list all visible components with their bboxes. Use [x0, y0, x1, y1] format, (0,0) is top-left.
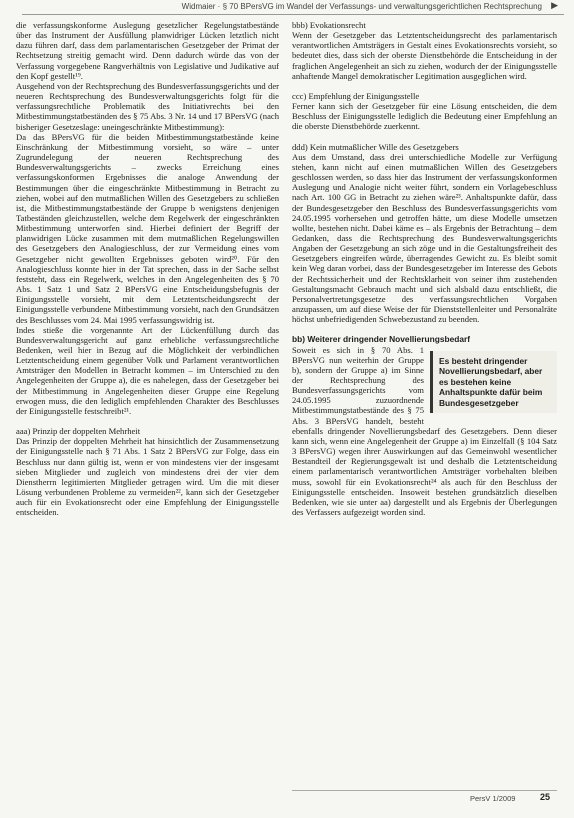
- pull-quote-box: Es besteht dringender Novellierungsbedarf, aber es bestehen keine Anhaltspunkte dafür beim Bundesgesetzgeber: [430, 351, 557, 414]
- right-paragraph-3: Aus dem Umstand, dass drei unterschiedliche Modelle zur Verfügung stehen, kann nicht auf einen mutmaßlichen Willen des Gesetzgebers geschlossen werden, so dass hier das Instrument der verfassungskonformen Auslegung und Analogie nicht weiter führt, sondern ein Vorlagebeschluss nach Art. 100 GG in Betracht zu ziehen wäre²³. Anhaltspunkte dafür, dass der Bundesgesetzgeber den Beschluss des Bundesverfassungsgerichts vom 24.05.1995 vorhersehen und getroffen hätte, um diese Modelle umsetzen wollte, bestehen nicht. Dabei käme es – als Ergebnis der Betrachtung – dem Gedanken, dass die Rechtsprechung des Bundesverwaltungsgerichts Angaben der Gesetzgebung an sich zöge und in die Gestaltungsfreiheit des Gesetzgebers eingreifen würde, überragendes Gewicht zu. Es bleibt somit kein Weg daran vorbei, dass der Bundesgesetzgeber im Interesse des Gebots der Rechtssicherheit und der Rechtsklarheit von seiner ihm zustehenden Gestaltungsmacht Gebrauch macht und sich alsbald dazu entschließt, die Personalvertretungsgesetze des verfassungsrechtlichen Vorgaben anzupassen, um auf diese Weise der für Dienststellenleiter und Personalräte höchst unbefriedigenden Schwebezustand zu beenden.: [292, 151, 557, 325]
- left-paragraph-5: Das Prinzip der doppelten Mehrheit hat hinsichtlich der Zusammensetzung der Einigungsstelle nach § 71 Abs. 1 Satz 2 BPersVG zur Folge, dass ein Beschluss nur dann gültig ist, wenn er von mindestens vier der insgesamt sieben Mitglieder und zugleich von mindestens drei der vier dem Dienstherrn legitimierten Mitglieder getragen wird. Um die mit dieser Lösung verbundenen Probleme zu vermeiden²², kann sich der Gesetzgeber auch für ein Evokationsrecht oder eine Empfehlung der Einigungsstelle entscheiden.: [16, 436, 279, 518]
- right-paragraph-2: Ferner kann sich der Gesetzgeber für eine Lösung entscheiden, die dem Beschluss der Einigungsstelle lediglich die Bedeutung einer Empfehlung an die oberste Dienstbehörde zuerkennt.: [292, 101, 557, 132]
- heading-novellierungsbedarf: bb) Weiterer dringender Novellierungsbedarf: [292, 334, 471, 345]
- left-paragraph-4: Indes stieße die vorgenannte Art der Lückenfüllung durch das Bundesverwaltungsgericht auf ganz erhebliche verfassungsrechtliche Bedenken, weil hier in Bezug auf die Möglichkeit der verbindlichen Letztentscheidung einem gegenüber Volk und Parlament verantwortlichen Amtsträger den Modellen in Betracht kommen – im Unterschied zu den Angelegenheiten der Gruppe a), die es nahelegen, dass der Gesetzgeber bei der Mitbestimmung in Angelegenheiten dieser Gruppe eine Regelung erwogen muss, die den lediglich empfehlenden Charakter des Beschlusses der Einigungsstelle festschreibt²¹.: [16, 324, 279, 416]
- running-header: [22, 0, 564, 15]
- right-paragraph-4: [292, 345, 557, 518]
- footer-issue: PersV 1/2009: [470, 794, 516, 803]
- heading-kein-mutmasslicher-wille: ddd) Kein mutmaßlicher Wille des Gesetzgebers: [292, 141, 459, 152]
- heading-evokationsrecht: bbb) Evokationsrecht: [292, 20, 366, 30]
- right-paragraph-4-text: Soweit es sich in § 70 Abs. 1 BPersVG nun weiterhin der Gruppe b), sondern der Gruppe a) im Sinne der Rechtsprechung des Bundesverfassungsgerichts vom 24.05.1995 zuzuordnende Mitbestimmungstatbestände des § 75 Abs. 3 BPersVG handelt, besteht ebenfalls dringender Novellierungsbedarf des Gesetzgebers. Denn dieser kann sich, wenn eine Angelegenheit der Gruppe a) im Einzelfall (§ 104 Satz 3 BPersVG) wegen ihrer Auswirkungen auf das Gemeinwohl wesentlicher Bestandteil der Regierungsgewalt ist und deshalb die Letztentscheidung einem parlamentarisch verantwortlichen Amtsträger vorbehalten bleiben muss, sowohl für ein Evokationsrecht²⁴ als auch für den Beschluss der Einigungsstelle entscheiden. Insoweit bestehen grundsätzlich dieselben Bedenken, wie sie unter aa) dargestellt und als Ergebnis der Überlegungen des Verfassers aufgezeigt worden sind.: [292, 344, 557, 518]
- left-column: [16, 20, 279, 780]
- right-column: [292, 20, 557, 780]
- heading-doppelte-mehrheit: aaa) Prinzip der doppelten Mehrheit: [16, 426, 141, 437]
- page-number: 25: [540, 792, 551, 802]
- left-paragraph-3: Da das BPersVG für die beiden Mitbestimmungstatbestände keine Einschränkung der Mitbestimmung vorsieht, so wäre – unter Zugrundelegung der neueren Rechtsprechung des Bundesverwaltungsgerichts – zwecks Erreichung eines verfassungskonformen Ergebnisses die analoge Anwendung der Bestimmungen über die eingeschränkte Mitbestimmung in Betracht zu ziehen, wobei auf den mutmaßlichen Willen des Gesetzgebers zu schließen ist, die Mitbestimmungstatbestände der Gruppe b wenigstens denjenigen Tatbeständen gleichzustellen, welche dem Regelwerk der eingeschränkten Mitbestimmung unterworfen sind. Hierbei definiert der Begriff der planwidrigen Lücke zusammen mit dem mutmaßlichen Regelungswillen des Gesetzgebers den Analogieschluss, der zur Vermeidung eines vom Gesetzgeber nicht gewollten Ergebnisses geboten wird²⁰. Für den Analogieschluss konnte hier in der Tat sprechen, dass in der Sache selbst feststeht, dass ein Regelwerk, welches in den Angelegenheiten des § 70 Abs. 1 Satz 1 und Satz 2 BPersVG eine Entscheidungsbefugnis der Einigungsstelle vorsieht, mit dem Letztentscheidungsrecht der Einigungsstelle verbundene Mitbestimmung vorsieht, nach den Grundsätzen des Beschlusses vom 24. Mai 1995 verfassungswidrig ist.: [16, 131, 279, 325]
- left-paragraph-1: die verfassungskonforme Auslegung gesetzlicher Regelungstatbestände über das Instrument der Ausfüllung planwidriger Lücken letztlich nicht dazu führen darf, dass dem parlamentarischen Gesetzgeber der Primat der Rechtsetzung streitig gemacht wird. Denn dadurch würde das von der Verfassung vorgegebene Rangverhältnis von Legislative und Judikative auf den Kopf gestellt¹⁹.: [16, 20, 279, 81]
- page-arrow-icon: ▶: [551, 1, 558, 11]
- right-paragraph-1: Wenn der Gesetzgeber das Letztentscheidungsrecht des parlamentarisch verantwortlichen Amtsträgers in Gestalt eines Evokationsrechts vorsieht, so bedeutet dies, dass sich der oberste Dienstbehörde die Entscheidung in der fraglichen Angelegenheit an sich zu ziehen, wodurch der der Einigungsstelle anhaftende Mangel demokratischer Legitimation ausgeglichen wird.: [292, 30, 557, 81]
- heading-empfehlung: ccc) Empfehlung der Einigungsstelle: [292, 90, 420, 101]
- footer-rule: [292, 790, 557, 791]
- left-paragraph-2: Ausgehend von der Rechtsprechung des Bundesverfassungsgerichts und der neueren Rechtsprechung des Bundesverwaltungsgerichts folgt für die verfassungsrechtliche Problematik des Initiativrechts bei den Mitbestimmungstatbeständen des § 75 Abs. 3 Nr. 14 und 17 BPersVG (nach bisheriger Gesetzeslage: uneingeschränkte Mitbestimmung):: [16, 80, 279, 132]
- running-title: Widmaier · § 70 BPersVG im Wandel der Verfassungs- und verwaltungsgerichtlichen Rechtsprechung: [181, 2, 542, 11]
